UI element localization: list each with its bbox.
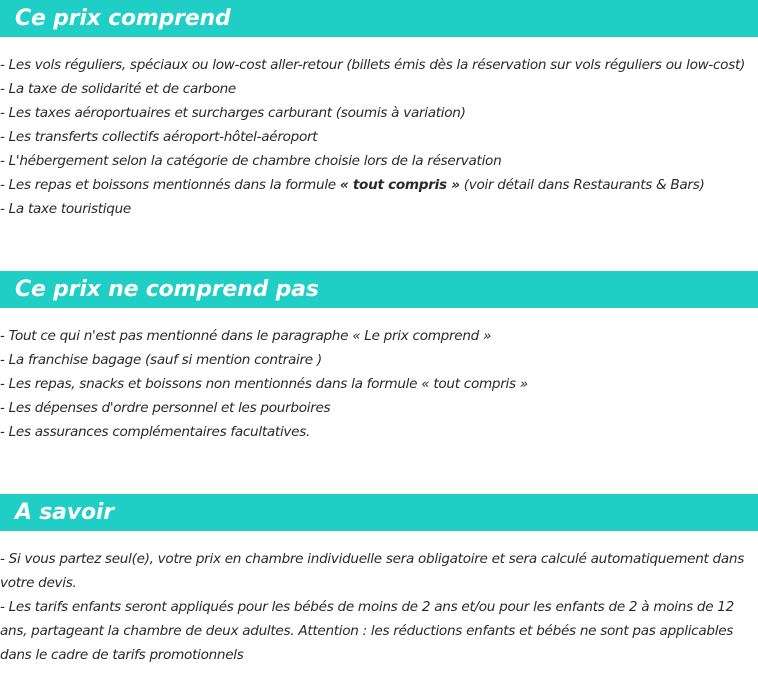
list-item: - Les tarifs enfants seront appliqués pour les bébés de moins de 2 ans et/ou pour les enfants de 2 à moins de 12 ans, partageant la chambre de deux adultes. Attention : les réductions enfants et bébés ne sont pas applicables dans le cadre de tarifs promotionnels	[0, 599, 734, 663]
section-heading: Ce prix ne comprend pas	[0, 271, 758, 308]
list-item-emphasis: « tout compris »	[339, 177, 460, 193]
section-heading: A savoir	[0, 494, 758, 531]
list-item: - Si vous partez seul(e), votre prix en chambre individuelle sera obligatoire et sera calculé automatiquement dans votre devis.	[0, 551, 745, 591]
section-price-excludes	[0, 271, 758, 444]
list-item: - Les vols réguliers, spéciaux ou low-cost aller-retour (billets émis dès la réservation sur vols réguliers ou low-cost)	[0, 57, 746, 73]
list-item: - Les transferts collectifs aéroport-hôtel-aéroport	[0, 129, 318, 145]
included-list	[0, 53, 758, 221]
section-heading: Ce prix comprend	[0, 0, 758, 37]
list-item: - La franchise bagage (sauf si mention contraire )	[0, 352, 322, 368]
info-list	[0, 547, 758, 667]
list-item	[0, 173, 758, 197]
list-item: - Les dépenses d'ordre personnel et les pourboires	[0, 400, 331, 416]
list-item: - La taxe de solidarité et de carbone	[0, 81, 236, 97]
list-item: - L'hébergement selon la catégorie de chambre choisie lors de la réservation	[0, 153, 502, 169]
list-item: - Les taxes aéroportuaires et surcharges carburant (soumis à variation)	[0, 105, 466, 121]
list-item-text: - Les repas et boissons mentionnés dans la formule	[0, 177, 340, 193]
list-item: - Les repas, snacks et boissons non mentionnés dans la formule « tout compris »	[0, 376, 528, 392]
list-item-text: (voir détail dans Restaurants & Bars)	[459, 177, 705, 193]
list-item: - Les assurances complémentaires facultatives.	[0, 424, 311, 440]
section-price-includes	[0, 0, 758, 221]
list-item: - Tout ce qui n'est pas mentionné dans le paragraphe « Le prix comprend »	[0, 328, 492, 344]
excluded-list	[0, 324, 758, 444]
list-item: - La taxe touristique	[0, 201, 131, 217]
section-good-to-know	[0, 494, 758, 667]
